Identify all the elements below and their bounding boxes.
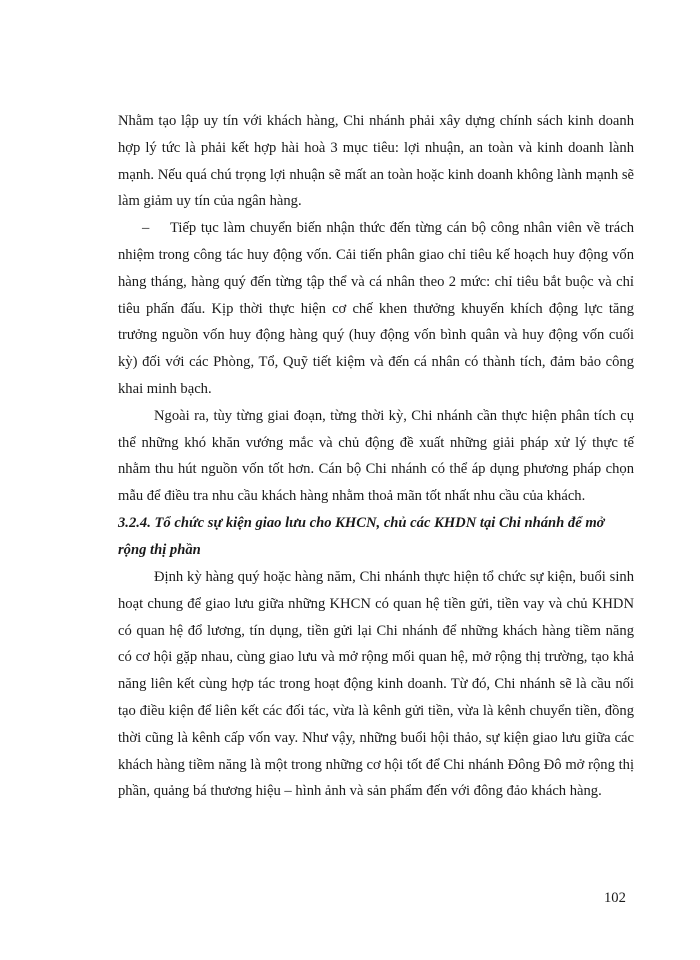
- paragraph-analysis: Ngoài ra, tùy từng giai đoạn, từng thời kỳ, Chi nhánh cần thực hiện phân tích cụ thể những khó khăn vướng mắc và chủ động đề xuất những giải pháp xử lý thực tế nhằm thu hút nguồn vốn tốt hơn. Cán bộ Chi nhánh có thể áp dụng phương pháp chọn mẫu để điều tra nhu cầu khách hàng nhằm thoả mãn tốt nhất nhu cầu của khách.: [118, 407, 634, 505]
- paragraph-capital-mobilization-text: Tiếp tục làm chuyển biến nhận thức đến từng cán bộ công nhân viên về trách nhiệm trong công tác huy động vốn. Cải tiến phân giao chỉ tiêu kế hoạch huy động vốn hàng tháng, hàng quý đến từng tập thể và cá nhân theo 2 mức: chỉ tiêu bắt buộc và chỉ tiêu phấn đấu. Kịp thời thực hiện cơ chế khen thưởng khuyến khích động lực tăng trưởng nguồn vốn huy động hàng quý (huy động vốn bình quân và huy động vốn cuối kỳ) đối với các Phòng, Tổ, Quỹ tiết kiệm và đến cá nhân có thành tích, đảm bảo công khai minh bạch.: [118, 220, 634, 397]
- paragraph-reputation: Nhằm tạo lập uy tín với khách hàng, Chi nhánh phải xây dựng chính sách kinh doanh hợp lý tức là phải kết hợp hài hoà 3 mục tiêu: lợi nhuận, an toàn và kinh doanh lành mạnh. Nếu quá chú trọng lợi nhuận sẽ mất an toàn hoặc kinh doanh không lành mạnh sẽ làm giảm uy tín của ngân hàng.: [118, 113, 634, 210]
- document-body: [118, 108, 634, 805]
- paragraph-capital-mobilization: [118, 215, 634, 403]
- paragraph-events: Định kỳ hàng quý hoặc hàng năm, Chi nhánh thực hiện tổ chức sự kiện, buổi sinh hoạt chung để giao lưu giữa những KHCN có quan hệ tiền gửi, tiền vay và chủ KHDN có quan hệ đổ lương, tín dụng, tiền gửi lại Chi nhánh để những khách hàng tiềm năng có cơ hội gặp nhau, cùng giao lưu và mở rộng mối quan hệ, mở rộng thị trường, tạo khả năng liên kết cùng hợp tác trong hoạt động kinh doanh. Từ đó, Chi nhánh sẽ là cầu nối tạo điều kiện để liên kết các đối tác, vừa là kênh gửi tiền, vừa là kênh chuyển tiền, đồng thời cũng là kênh cấp vốn vay. Như vậy, những buổi hội thảo, sự kiện giao lưu giữa các khách hàng tiềm năng là một trong những cơ hội tốt để Chi nhánh Đông Đô mở rộng thị phần, quảng bá thương hiệu – hình ảnh và sản phẩm đến với đông đảo khách hàng.: [118, 568, 634, 800]
- page-number: 102: [604, 890, 626, 906]
- dash-bullet: –: [142, 220, 150, 237]
- section-heading: 3.2.4. Tổ chức sự kiện giao lưu cho KHCN, chủ các KHDN tại Chi nhánh để mở rộng thị phần: [118, 514, 605, 558]
